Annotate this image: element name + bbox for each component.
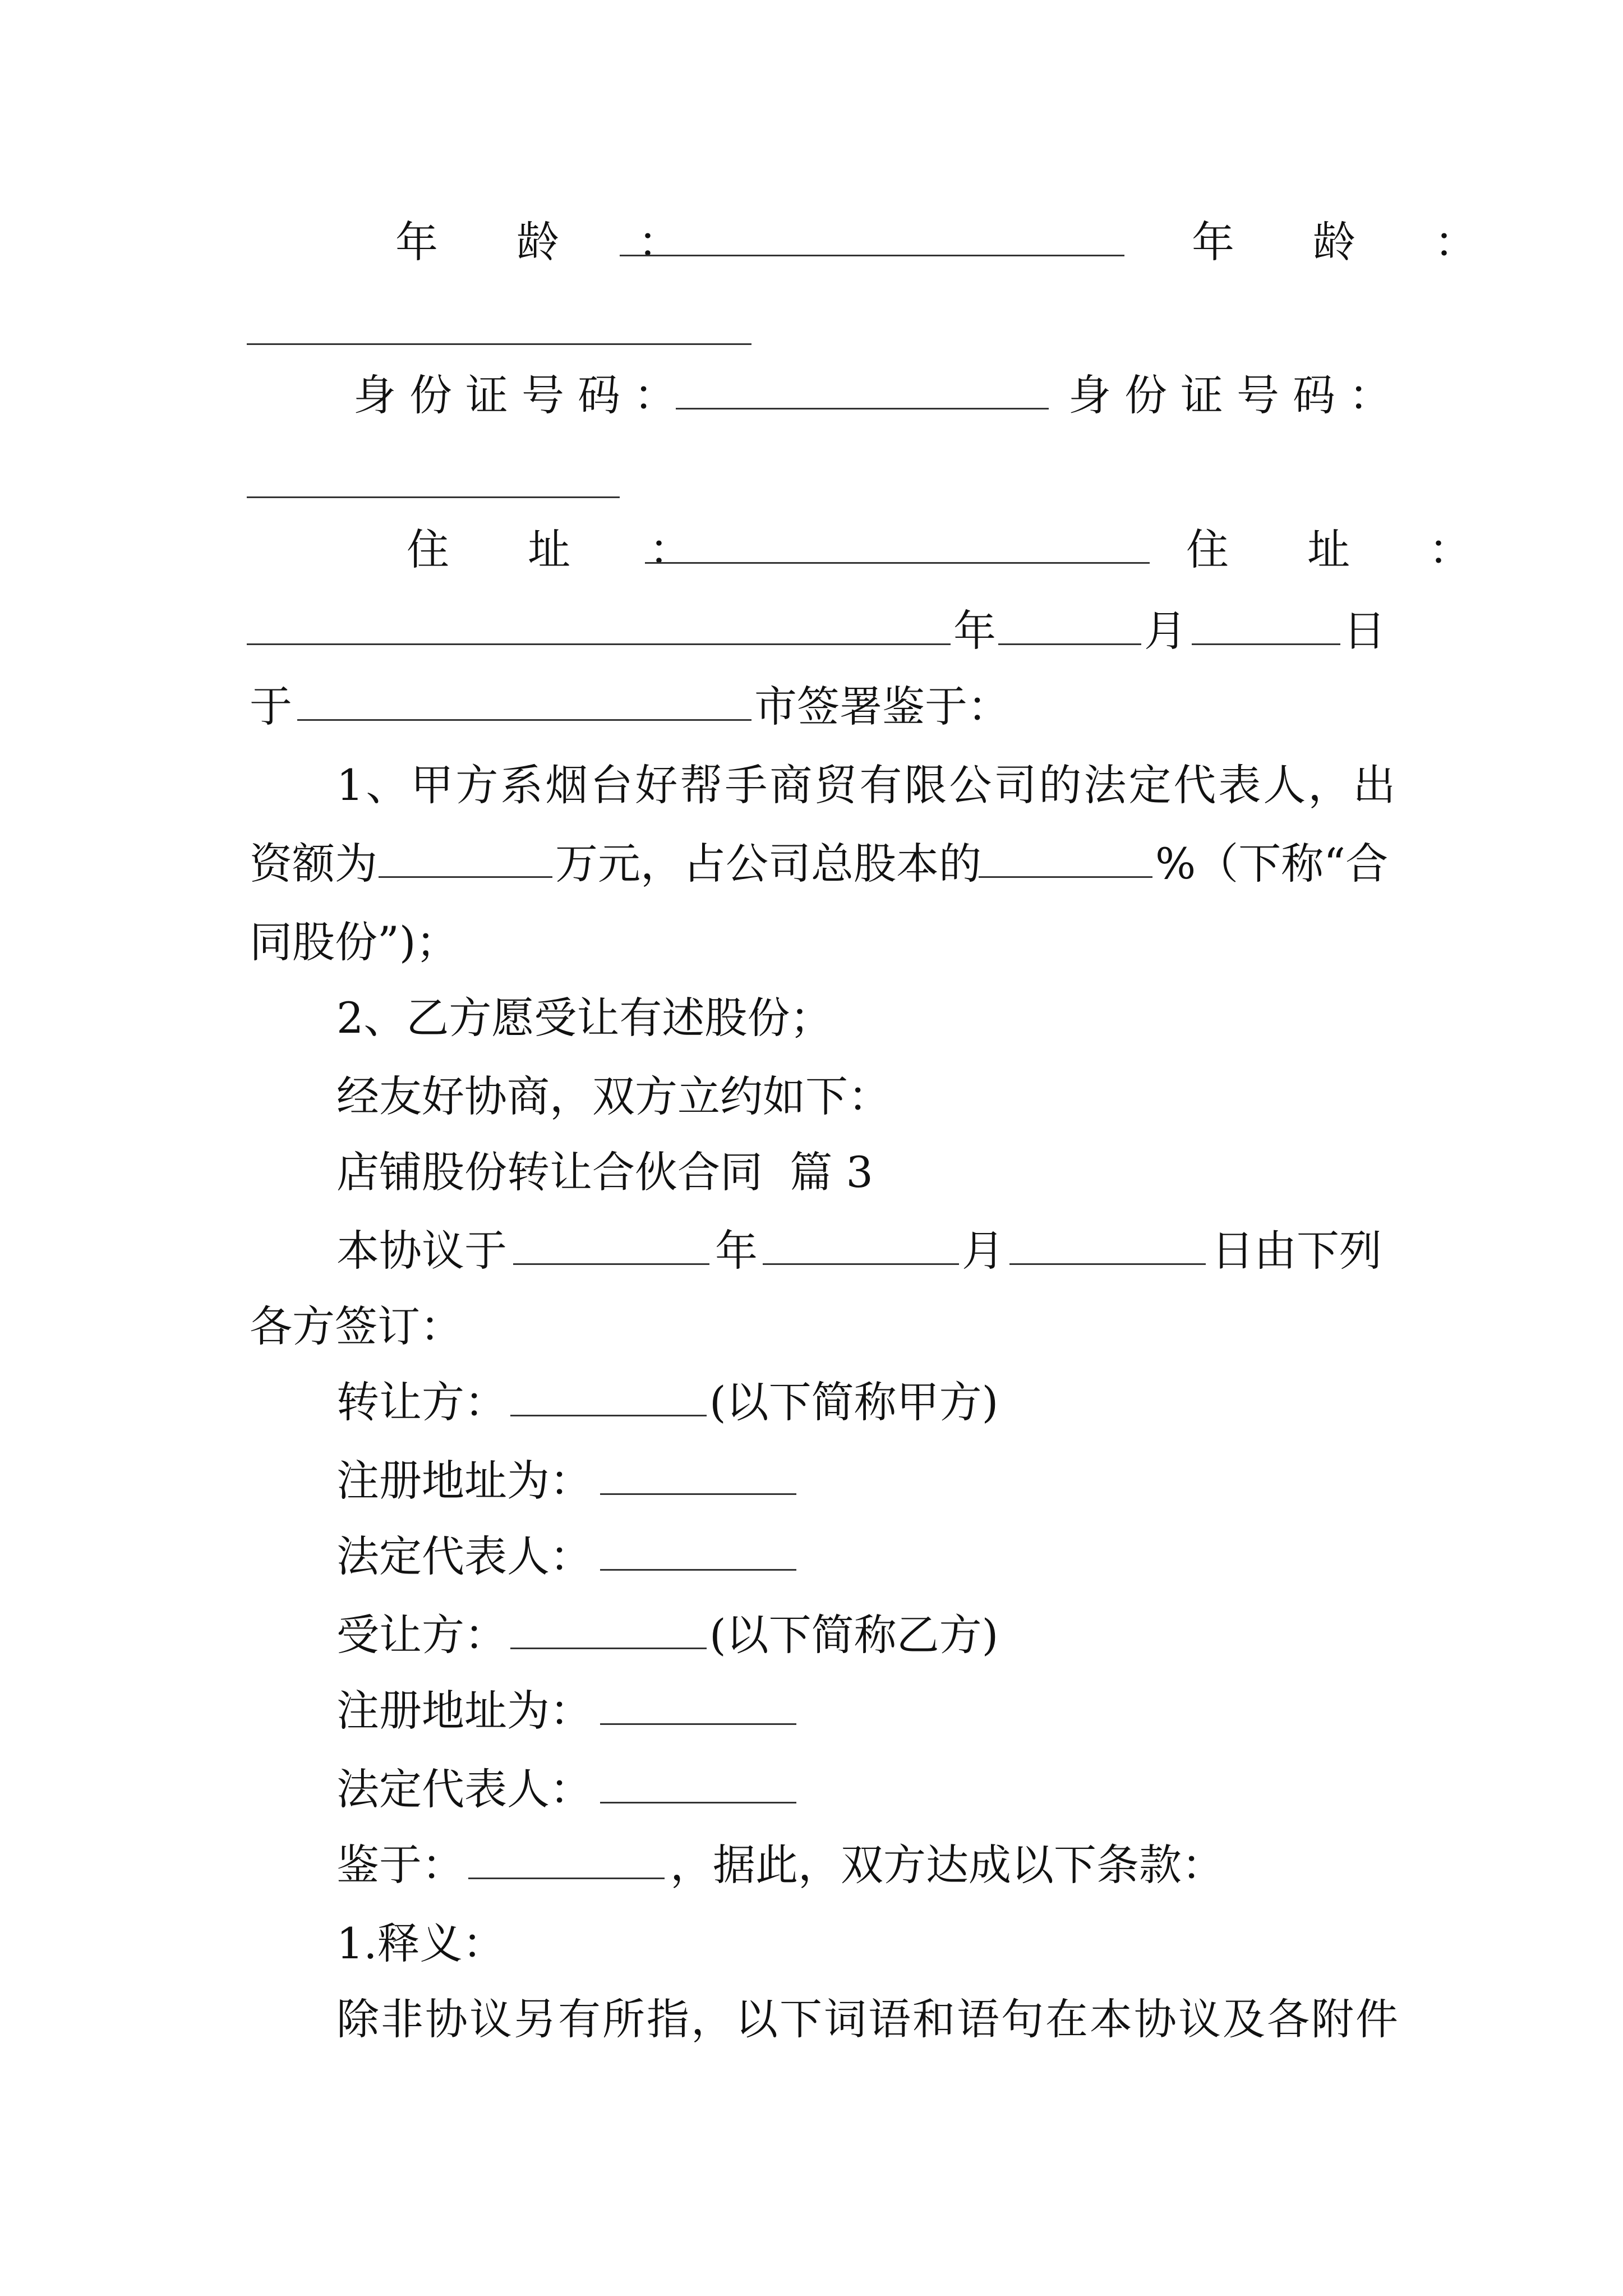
signing-month-label: 月 [962, 1226, 1004, 1276]
share-percent-field[interactable] [979, 837, 1152, 878]
year-label: 年 [953, 606, 996, 656]
transferor-rep-row [0, 1523, 1623, 1590]
transferee-label: 受让方： [336, 1610, 507, 1660]
age-row [0, 209, 1623, 276]
address-label-left: 住 址 ： [407, 524, 725, 574]
section-title: 店铺股份转让合伙合同 篇 3 [336, 1147, 873, 1197]
transferee-note: (以下简称乙方) [709, 1610, 999, 1660]
city-field[interactable] [297, 680, 751, 721]
clause-1-end: 同股份”)； [250, 917, 459, 967]
address-field-left[interactable] [645, 523, 1150, 564]
agreement-intro-text: 经友好协商，双方立约如下： [336, 1071, 891, 1121]
whereas-field[interactable] [468, 1838, 665, 1879]
transferee-rep-row [0, 1756, 1623, 1823]
id-field-right[interactable] [247, 457, 620, 498]
transferor-rep-field[interactable] [600, 1530, 796, 1571]
age-continuation-row [0, 297, 1623, 365]
whereas-prefix: 鉴于： [336, 1840, 464, 1890]
definitions-text: 除非协议另有所指，以下词语和语句在本协议及各附件 [336, 1994, 1400, 2044]
month-label: 月 [1144, 606, 1187, 656]
capital-amount-field[interactable] [379, 837, 552, 878]
id-field-left[interactable] [676, 369, 1049, 409]
transferee-rep-field[interactable] [600, 1763, 796, 1803]
transferor-rep-label: 法定代表人： [336, 1531, 592, 1581]
definitions-text-row [0, 1986, 1623, 2053]
signing-year-label: 年 [715, 1226, 758, 1276]
address-row [0, 516, 1623, 583]
transferor-address-field[interactable] [600, 1454, 796, 1495]
signing-parties-text: 各方签订： [250, 1301, 463, 1351]
month-field[interactable] [998, 604, 1141, 645]
transferee-field[interactable] [510, 1608, 707, 1649]
address-field-right[interactable] [247, 604, 951, 645]
transferor-address-row [0, 1447, 1623, 1515]
signing-day-suffix: 日由下列 [1211, 1226, 1382, 1276]
clause-1-line-1 [0, 752, 1623, 819]
clause-1-text: 1、甲方系烟台好帮手商贸有限公司的法定代表人，出 [336, 760, 1398, 810]
transferor-field[interactable] [510, 1375, 707, 1416]
whereas-row [0, 1832, 1623, 1899]
signing-month-field[interactable] [763, 1224, 959, 1265]
transferor-note: (以下简称甲方) [709, 1377, 999, 1427]
definitions-heading-row [0, 1910, 1623, 1977]
section-title-row [0, 1139, 1623, 1206]
transferor-label: 转让方： [336, 1377, 507, 1427]
agreement-intro-row [0, 1063, 1623, 1130]
transferee-row [0, 1602, 1623, 1669]
age-field-right[interactable] [247, 304, 751, 345]
clause-1-line-3 [0, 909, 1623, 976]
definitions-heading: 1.释义： [336, 1918, 505, 1968]
signing-place-suffix: 市签署鉴于： [754, 682, 1010, 731]
percent-suffix: %（下称“合 [1155, 839, 1389, 889]
age-field-left[interactable] [620, 215, 1124, 256]
id-row [0, 362, 1623, 429]
signing-date-row [0, 1217, 1623, 1285]
clause-2-text: 2、乙方愿受让有述股份； [336, 993, 833, 1043]
age-label-right: 年 龄 ： [1192, 217, 1510, 267]
address-label-right: 住 址 ： [1186, 524, 1504, 574]
signing-parties-row [0, 1293, 1623, 1360]
signing-day-field[interactable] [1009, 1224, 1206, 1265]
id-continuation-row [0, 450, 1623, 518]
day-field[interactable] [1192, 604, 1340, 645]
whereas-suffix: ，据此，双方达成以下条款： [670, 1840, 1224, 1890]
id-label-right: 身份证号码： [1068, 370, 1405, 420]
transferee-address-field[interactable] [600, 1684, 796, 1725]
age-label-left: 年 龄 ： [395, 217, 713, 267]
transferee-address-label: 注册地址为： [336, 1686, 592, 1736]
signing-year-field[interactable] [513, 1224, 709, 1265]
signing-place-prefix: 于 [250, 682, 292, 731]
id-label-left: 身份证号码： [353, 370, 690, 420]
signing-place-row [0, 673, 1623, 740]
transferor-row [0, 1369, 1623, 1436]
day-label: 日 [1343, 606, 1386, 656]
clause-2-row [0, 984, 1623, 1052]
signing-prefix: 本协议于 [336, 1226, 507, 1276]
capital-unit: 万元，占公司总股本的 [555, 839, 981, 889]
clause-1-line-2 [0, 830, 1623, 898]
date-row [0, 597, 1623, 665]
transferor-address-label: 注册地址为： [336, 1456, 592, 1506]
transferee-rep-label: 法定代表人： [336, 1764, 592, 1814]
transferee-address-row [0, 1677, 1623, 1745]
capital-prefix: 资额为 [250, 839, 377, 889]
